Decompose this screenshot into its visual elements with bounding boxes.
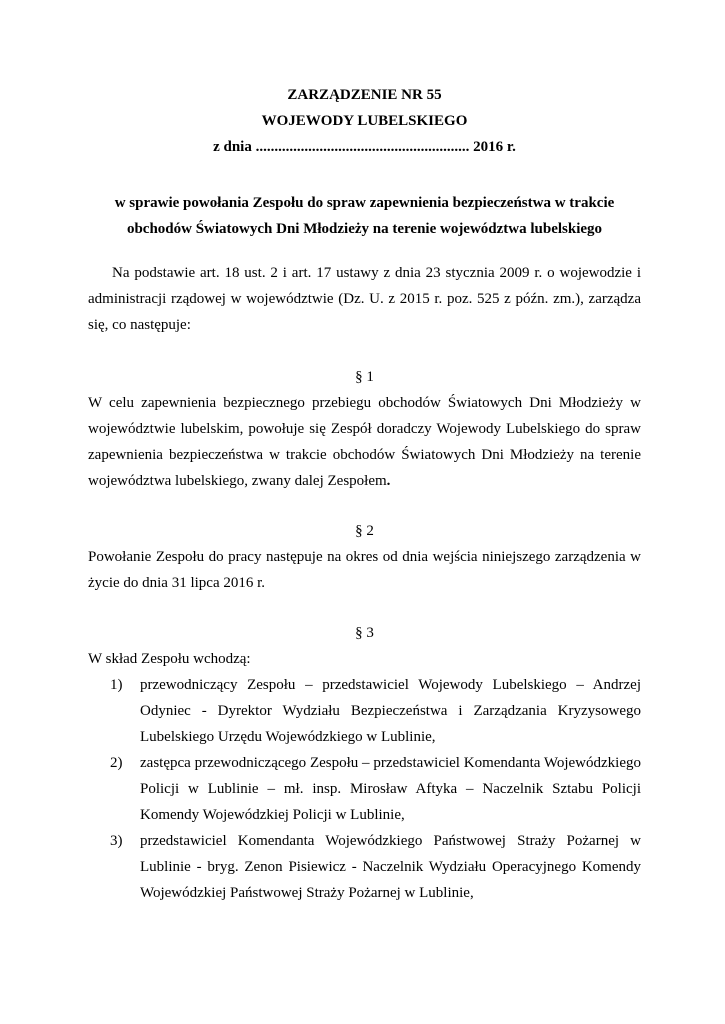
list-item: [110, 750, 641, 828]
list-item: [110, 828, 641, 906]
document-page: [88, 82, 641, 906]
issuer: WOJEWODY LUBELSKIEGO: [261, 113, 468, 129]
section-1-text: [88, 390, 641, 494]
section-1-body: W celu zapewnienia bezpiecznego przebiegu obchodów Światowych Dni Młodzieży w województwie lubelskim, powołuje się Zespół doradczy Wojewody Lubelskiego do spraw zapewnienia bezpieczeństwa w trakcie obchodów Światowych Dni Młodzieży na terenie województwa lubelskiego, zwany dalej Zespołem: [88, 395, 641, 489]
section-3-intro: W skład Zespołu wchodzą:: [88, 651, 251, 667]
list-item-text: przewodniczący Zespołu – przedstawiciel Wojewody Lubelskiego – Andrzej Odyniec - Dyrektor Wydziału Bezpieczeństwa i Zarządzania Kryzysowego Lubelskiego Urzędu Wojewódzkiego w Lublinie,: [140, 677, 641, 745]
list-item-text: zastępca przewodniczącego Zespołu – przedstawiciel Komendanta Wojewódzkiego Policji w Lublinie – mł. insp. Mirosław Aftyka – Naczelnik Sztabu Policji Komendy Wojewódzkiej Policji w Lublinie,: [140, 755, 641, 823]
document-title: ZARZĄDZENIE NR 55: [287, 87, 442, 103]
section-3-mark: § 3: [355, 625, 374, 641]
list-item-number: 1): [110, 677, 123, 693]
subject-line-1: w sprawie powołania Zespołu do spraw zapewnienia bezpieczeństwa w trakcie: [114, 195, 615, 211]
section-1-mark: § 1: [355, 369, 374, 385]
list-item-number: 2): [110, 755, 123, 771]
section-1-end: .: [386, 473, 391, 489]
list-item-text: przedstawiciel Komendanta Wojewódzkiego Państwowej Straży Pożarnej w Lublinie - bryg. Zenon Pisiewicz - Naczelnik Wydziału Operacyjnego Komendy Wojewódzkiej Państwowej Straży Pożarnej w Lublinie,: [140, 833, 641, 901]
subject-line-2: obchodów Światowych Dni Młodzieży na terenie województwa lubelskiego: [126, 221, 603, 237]
preamble: Na podstawie art. 18 ust. 2 i art. 17 ustawy z dnia 23 stycznia 2009 r. o wojewodzie i administracji rządowej w województwie (Dz. U. z 2015 r. poz. 525 z późn. zm.), zarządza się, co następuje:: [88, 265, 641, 333]
issue-date: z dnia ......................................................... 2016 r.: [213, 139, 516, 155]
section-2-text: Powołanie Zespołu do pracy następuje na okres od dnia wejścia niniejszego zarządzenia w życie do dnia 31 lipca 2016 r.: [88, 549, 641, 591]
section-2-mark: § 2: [355, 523, 374, 539]
list-item: [110, 672, 641, 750]
list-item-number: 3): [110, 833, 123, 849]
members-list: [110, 672, 641, 906]
